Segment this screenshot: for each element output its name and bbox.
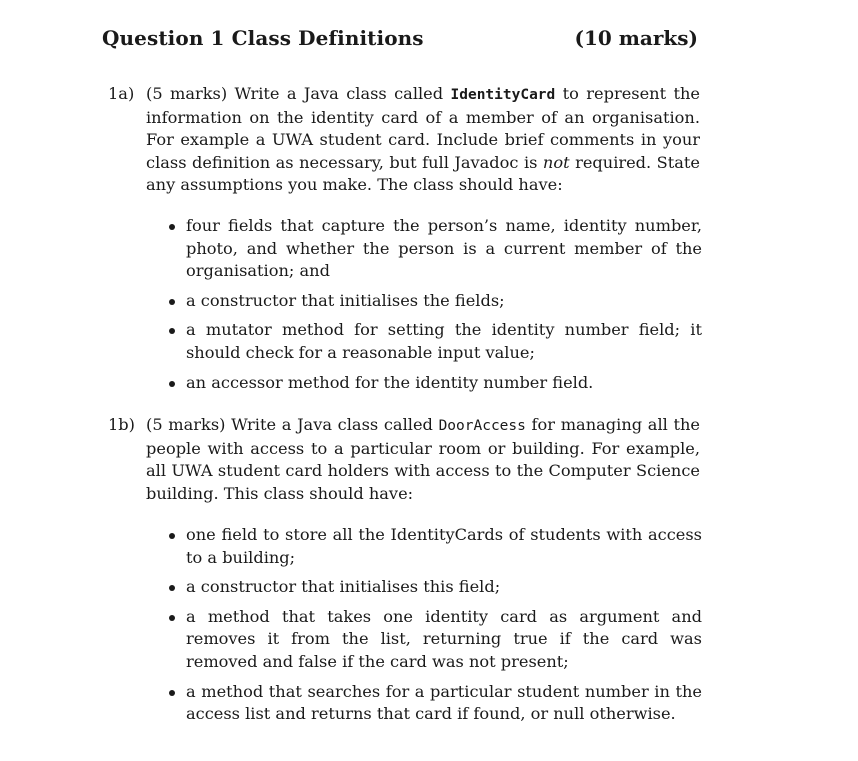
list-item: a constructor that initialises the fields; bbox=[168, 290, 702, 313]
part-1a-body bbox=[146, 83, 700, 197]
part-1b-label: 1b) bbox=[108, 415, 135, 434]
part-1a-bullet-list bbox=[168, 215, 702, 401]
part-1b-intro-1: (5 marks) Write a Java class called bbox=[146, 415, 439, 434]
question-title: Question 1 Class Definitions bbox=[102, 26, 424, 50]
part-1a bbox=[108, 83, 700, 197]
part-1a-label: 1a) bbox=[108, 84, 135, 103]
bullet-icon bbox=[169, 533, 175, 539]
list-item: a mutator method for setting the identity number field; it should check for a reasonable input value; bbox=[168, 319, 702, 364]
part-1b-intro-2: for managing all the people with access to a particular room or building. For example, all UWA student card holders with access to the Computer Science building. This class should have: bbox=[146, 415, 700, 503]
part-1b-body bbox=[146, 414, 700, 505]
list-item: one field to store all the IdentityCards of students with access to a building; bbox=[168, 524, 702, 569]
part-1b bbox=[108, 414, 700, 505]
bullet-icon bbox=[169, 328, 175, 334]
list-item: an accessor method for the identity number field. bbox=[168, 372, 702, 395]
bullet-icon bbox=[169, 299, 175, 305]
list-item: a method that searches for a particular student number in the access list and returns that card if found, or null otherwise. bbox=[168, 681, 702, 726]
part-1a-intro-1: (5 marks) Write a Java class called bbox=[146, 84, 451, 103]
part-1a-intro-3: required. State any assumptions you make. The class should have: bbox=[146, 152, 700, 195]
part-1b-class-name: DoorAccess bbox=[438, 418, 526, 434]
bullet-icon bbox=[169, 585, 175, 591]
bullet-icon bbox=[169, 224, 175, 230]
list-item: a method that takes one identity card as argument and removes it from the list, returning true if the card was removed and false if the card was not present; bbox=[168, 606, 702, 674]
part-1a-emphasis: not bbox=[542, 152, 570, 172]
part-1a-class-name: IdentityCard bbox=[450, 87, 556, 103]
bullet-icon bbox=[169, 690, 175, 696]
list-item: four fields that capture the person’s name, identity number, photo, and whether the person is a current member of the organisation; and bbox=[168, 215, 702, 283]
bullet-icon bbox=[169, 381, 175, 387]
list-item: a constructor that initialises this field; bbox=[168, 576, 702, 599]
part-1a-intro-2: to represent the information on the identity card of a member of an organisation. For example a UWA student card. Include brief comments in your class definition as necessary, but full Javadoc is bbox=[146, 84, 700, 172]
question-marks: (10 marks) bbox=[574, 26, 698, 50]
part-1b-bullet-list bbox=[168, 524, 702, 733]
bullet-icon bbox=[169, 615, 175, 621]
